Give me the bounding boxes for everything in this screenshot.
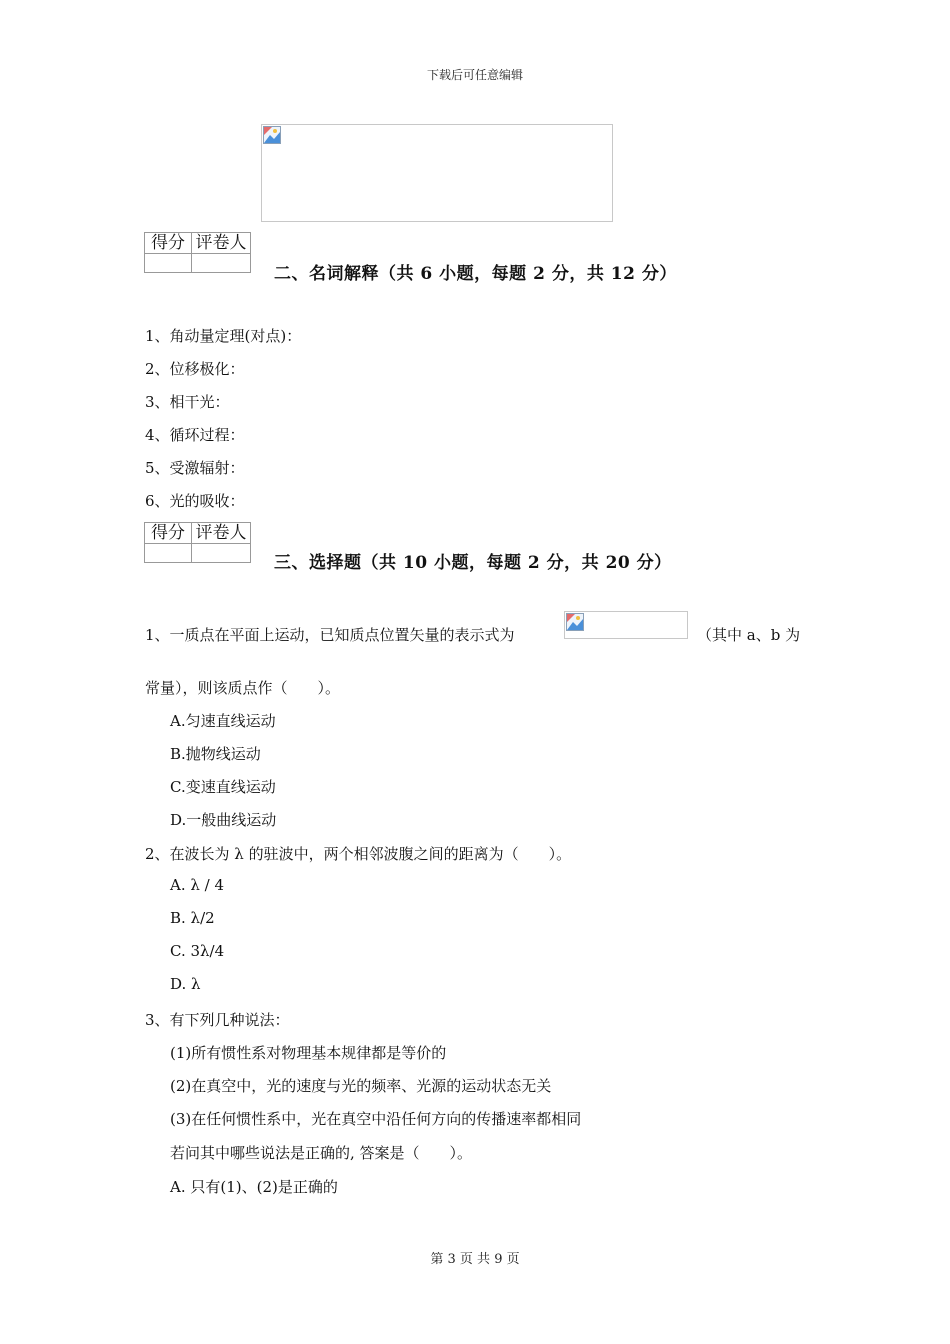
- score-table: [144, 232, 251, 273]
- section2-title: 二、名词解释（共 6 小题，每题 2 分，共 12 分）: [274, 264, 677, 284]
- definition-item: 5、受激辐射：: [145, 459, 245, 477]
- definition-item: 6、光的吸收：: [145, 492, 245, 510]
- page-footer: 第 3 页 共 9 页: [430, 1252, 520, 1267]
- question-1-stem-cont: （其中 a、b 为: [697, 626, 801, 644]
- option-item: A. λ / 4: [170, 876, 225, 894]
- broken-image-icon: [566, 613, 584, 631]
- option-item: A. 只有(1)、(2)是正确的: [170, 1178, 338, 1196]
- option-item: C.变速直线运动: [170, 778, 276, 796]
- grader-label: 评卷人: [192, 523, 251, 544]
- option-item: D.一般曲线运动: [170, 811, 277, 829]
- grader-cell: [192, 544, 251, 563]
- formula-image-placeholder: [564, 611, 688, 639]
- definition-item: 1、角动量定理(对点)：: [145, 327, 302, 345]
- section3-title: 三、选择题（共 10 小题，每题 2 分，共 20 分）: [274, 553, 672, 573]
- statement-item: (1)所有惯性系对物理基本规律都是等价的: [170, 1044, 447, 1062]
- question-1-stem-end: 常量），则该质点作（ ）。: [145, 679, 341, 697]
- score-label: 得分: [145, 233, 192, 254]
- statement-item: (3)在任何惯性系中，光在真空中沿任何方向的传播速率都相同: [170, 1110, 582, 1128]
- option-item: C. 3λ/4: [170, 942, 225, 960]
- definition-item: 4、循环过程：: [145, 426, 245, 444]
- broken-image-placeholder: [261, 124, 613, 222]
- option-item: A.匀速直线运动: [170, 712, 276, 730]
- grader-cell: [192, 254, 251, 273]
- question-3-stem: 3、有下列几种说法：: [145, 1011, 290, 1029]
- definition-item: 2、位移极化：: [145, 360, 245, 378]
- option-item: D. λ: [170, 975, 201, 993]
- score-label: 得分: [145, 523, 192, 544]
- option-item: B.抛物线运动: [170, 745, 261, 763]
- option-item: B. λ/2: [170, 909, 215, 927]
- question-3-prompt: 若问其中哪些说法是正确的, 答案是（ ）。: [170, 1144, 473, 1162]
- score-cell: [145, 254, 192, 273]
- broken-image-icon: [263, 126, 281, 144]
- page-header: 下载后可任意编辑: [426, 68, 523, 82]
- definition-item: 3、相干光：: [145, 393, 230, 411]
- grader-label: 评卷人: [192, 233, 251, 254]
- question-2-stem: 2、在波长为 λ 的驻波中，两个相邻波腹之间的距离为（ ）。: [145, 845, 572, 863]
- score-table: [144, 522, 251, 563]
- statement-item: (2)在真空中，光的速度与光的频率、光源的运动状态无关: [170, 1077, 552, 1095]
- question-1-stem: 1、一质点在平面上运动，已知质点位置矢量的表示式为: [145, 626, 515, 644]
- score-cell: [145, 544, 192, 563]
